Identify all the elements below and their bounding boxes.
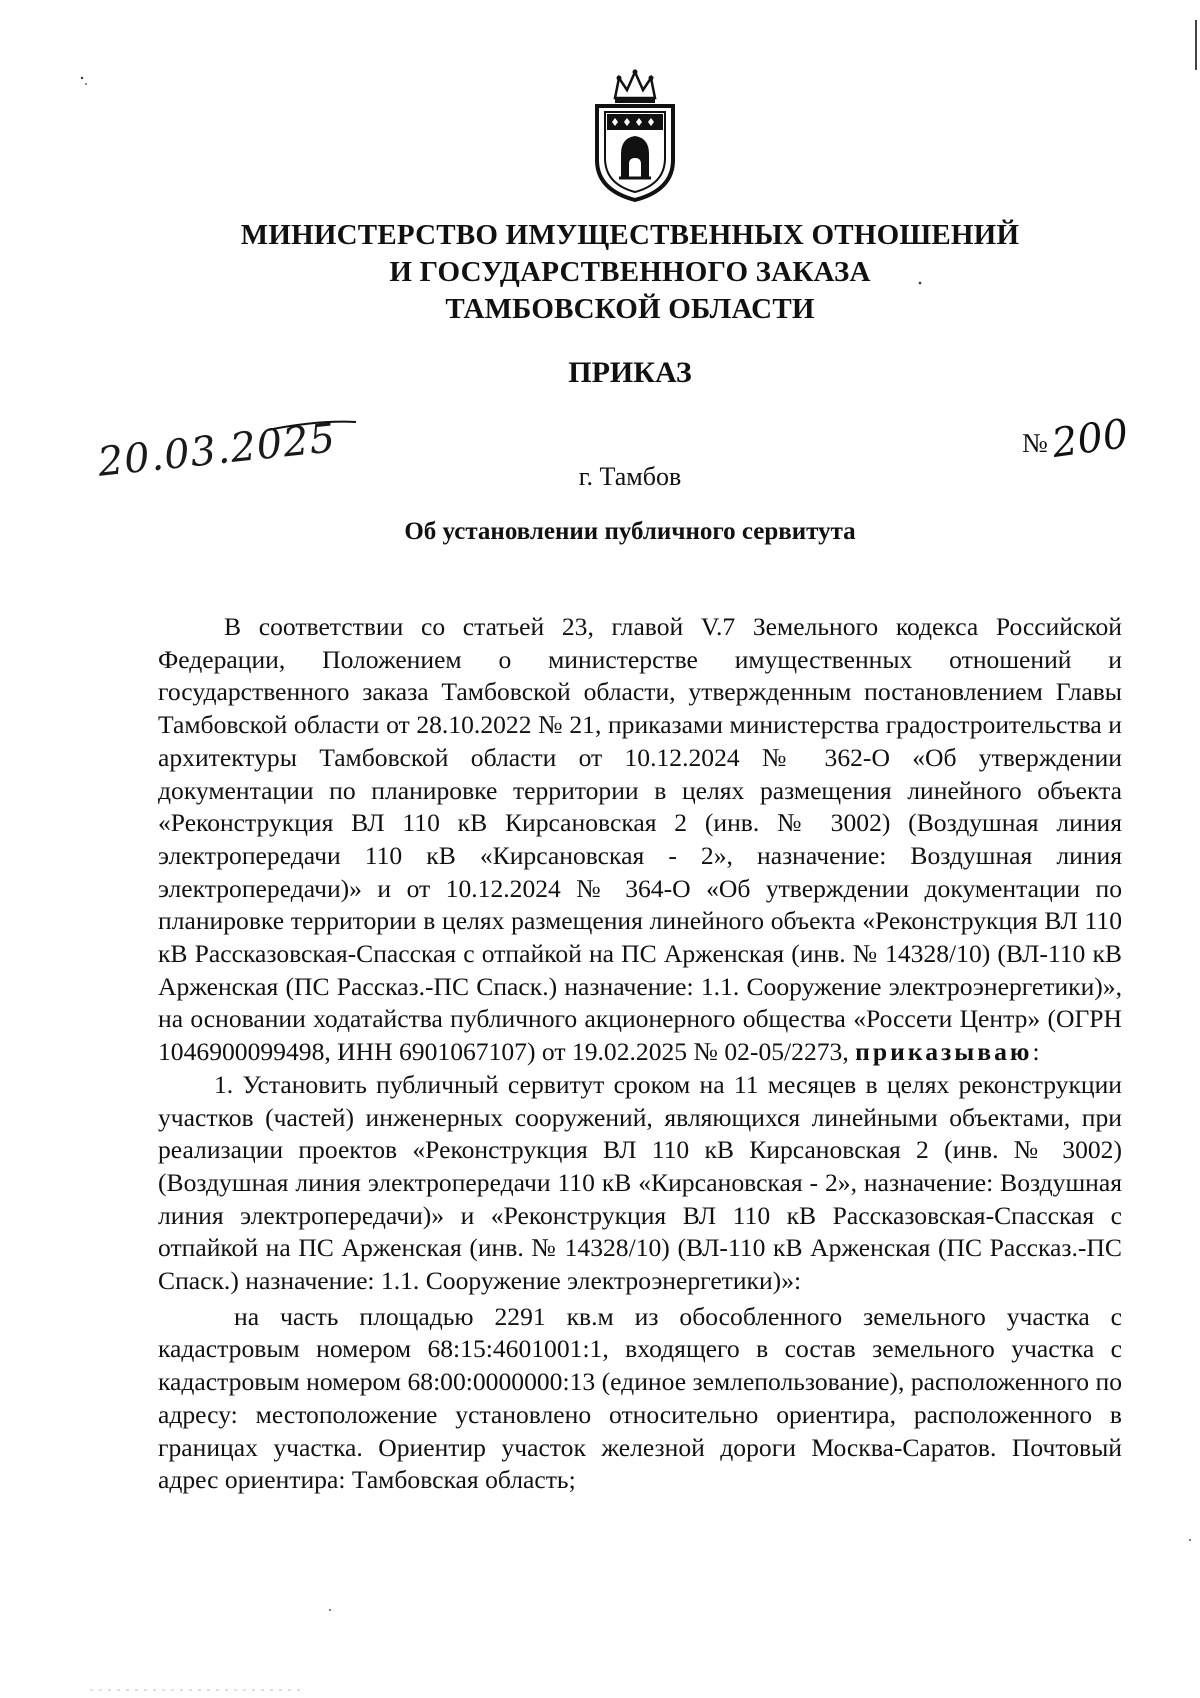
order-number bbox=[1022, 410, 1131, 468]
preamble-end: : bbox=[1032, 1037, 1040, 1067]
date-stroke bbox=[88, 418, 358, 458]
document-type: ПРИКАЗ bbox=[568, 356, 692, 389]
order-keyword: приказываю bbox=[855, 1037, 1033, 1067]
ministry-header-line-2: И ГОСУДАРСТВЕННОГО ЗАКАЗА bbox=[389, 256, 871, 288]
paragraph-item-1: 1. Установить публичный сервитут сроком на 11 месяцев в целях реконструкции участков (частей) инженерных сооружений, являющихся линейными объектами, при реализации проектов «Реконструкция ВЛ 110 кВ Кирсановская 2 (инв. № 3002) (Воздушная линия электропередачи 110 кВ «Кирсановская - 2», назначение: Воздушная линия электропередачи)» и «Реконструкция ВЛ 110 кВ Рассказовская-Спасская с отпайкой на ПС Арженская (инв. № 14328/10) (ВЛ-110 кВ Арженская (ПС Рассказ.-ПС Спаск.) назначение: 1.1. Сооружение электроэнергетики)»: bbox=[158, 1069, 1122, 1296]
city-label: г. Тамбов bbox=[578, 462, 682, 491]
paragraph-land-plot: на часть площадью 2291 кв.м из обособленного земельного участка с кадастровым номером 68:15:4601001:1, входящего в состав земельного участка с кадастровым номером 68:00:0000000:13 (единое землепользование), расположенного по адресу: местоположение установлено относительно ориентира, расположенного в границах участка. Ориентир участок железной дороги Москва-Саратов. Почтовый адрес ориентира: Тамбовская область; bbox=[158, 1301, 1122, 1495]
ministry-header bbox=[150, 217, 1110, 328]
document-subject: Об установлении публичного сервитута bbox=[404, 518, 856, 545]
paragraph-preamble bbox=[158, 611, 1122, 1069]
number-sign: № bbox=[1022, 428, 1048, 458]
ministry-header-line-1: МИНИСТЕРСТВО ИМУЩЕСТВЕННЫХ ОТНОШЕНИЙ bbox=[240, 219, 1020, 251]
ministry-header-line-3: ТАМБОВСКОЙ ОБЛАСТИ bbox=[445, 293, 815, 325]
handwritten-number: 200 bbox=[1048, 410, 1131, 468]
document-body bbox=[158, 611, 1122, 1497]
coat-of-arms-icon bbox=[585, 68, 685, 204]
handwritten-date: 20.03.2025 bbox=[95, 415, 339, 486]
preamble-text: В соответствии со статьей 23, главой V.7 Земельного кодекса Российской Федерации, Положением о министерстве имущественных отношений и государственного заказа Тамбовской области, утвержденным постановлением Главы Тамбовской области от 28.10.2022 № 21, приказами министерства градостроительства и архитектуры Тамбовской области от 10.12.2024 № 362-О «Об утверждении документации по планировке территории в целях размещения линейного объекта «Реконструкция ВЛ 110 кВ Кирсановская 2 (инв. № 3002) (Воздушная линия электропередачи 110 кВ «Кирсановская - 2», назначение: Воздушная линия электропередачи)» и от 10.12.2024 № 364-О «Об утверждении документации по планировке территории в целях размещения линейного объекта «Реконструкция ВЛ 110 кВ Рассказовская-Спасская с отпайкой на ПС Арженская (инв. № 14328/10) (ВЛ-110 кВ Арженская (ПС Рассказ.-ПС Спаск.) назначение: 1.1. Сооружение электроэнергетики)», на основании ходатайства публичного акционерного общества «Россети Центр» (ОГРН 1046900099498, ИНН 6901067107) от 19.02.2025 № 02-05/2273, bbox=[158, 612, 1122, 1067]
